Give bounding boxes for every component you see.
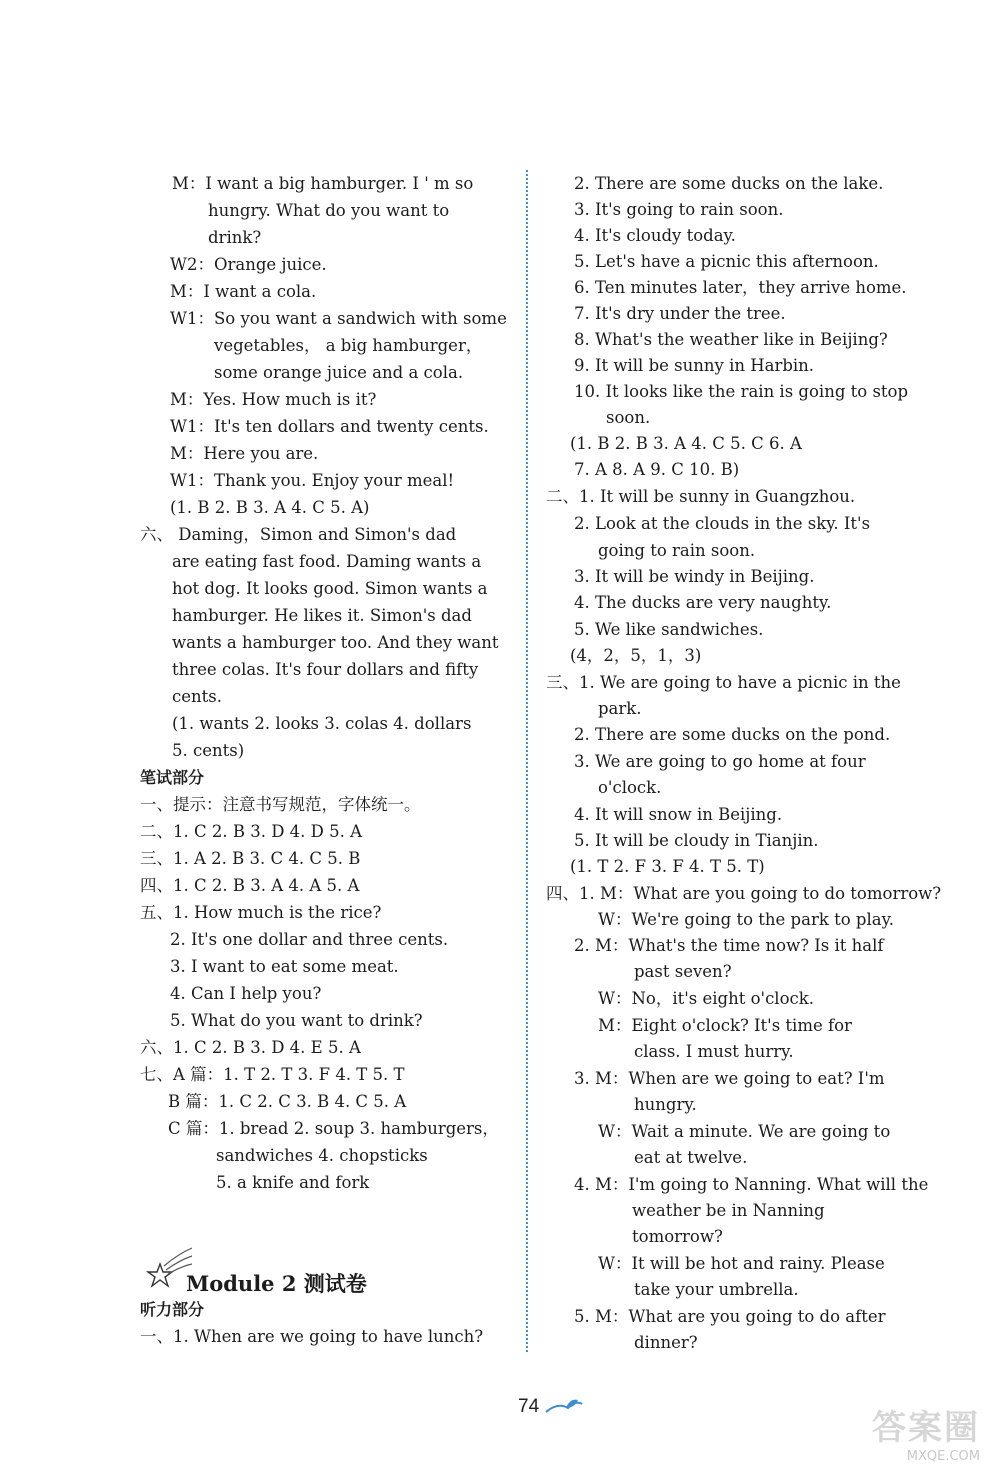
answer-line: 一、1. When are we going to have lunch? xyxy=(140,1327,484,1346)
answer-line: (1. T 2. F 3. F 4. T 5. T) xyxy=(570,857,765,876)
answer-line: sandwiches 4. chopsticks xyxy=(216,1146,428,1165)
answer-line: 一、提示：注意书写规范，字体统一。 xyxy=(140,795,421,814)
answer-line: 2. There are some ducks on the pond. xyxy=(574,725,891,744)
answer-line: W1：Thank you. Enjoy your meal! xyxy=(170,471,455,490)
answer-line: W：No，it's eight o'clock. xyxy=(598,989,814,1008)
module-2-heading xyxy=(146,1244,386,1294)
answer-line: 6. Ten minutes later，they arrive home. xyxy=(574,278,907,297)
answer-line: 三、1. A 2. B 3. C 4. C 5. B xyxy=(140,849,361,868)
answer-line: 六、 Daming，Simon and Simon's dad xyxy=(140,525,457,544)
answer-line: 七、A 篇：1. T 2. T 3. F 4. T 5. T xyxy=(140,1065,405,1084)
answer-line: M：Eight o'clock? It's time for xyxy=(598,1016,852,1035)
answer-line: M：I want a big hamburger. I ' m so xyxy=(172,174,474,193)
answer-line: wants a hamburger too. And they want xyxy=(172,633,499,652)
answer-line: 4. The ducks are very naughty. xyxy=(574,593,832,612)
answer-line: 五、1. How much is the rice? xyxy=(140,903,382,922)
watermark-url: MXQE.COM xyxy=(906,1449,980,1464)
answer-line: W2：Orange juice. xyxy=(170,255,327,274)
answer-line: are eating fast food. Daming wants a xyxy=(172,552,482,571)
answer-line: 7. It's dry under the tree. xyxy=(574,304,786,323)
answer-line: 5. a knife and fork xyxy=(216,1173,370,1192)
answer-line: drink? xyxy=(208,228,262,247)
answer-line: 3. I want to eat some meat. xyxy=(170,957,399,976)
answer-line: hungry. What do you want to xyxy=(208,201,450,220)
answer-line: W：We're going to the park to play. xyxy=(598,910,894,929)
answer-line: 3. M：When are we going to eat? I'm xyxy=(574,1069,885,1088)
answer-line: (1. wants 2. looks 3. colas 4. dollars xyxy=(172,714,472,733)
answer-line: 5. Let's have a picnic this afternoon. xyxy=(574,252,879,271)
answer-line: (1. B 2. B 3. A 4. C 5. A) xyxy=(170,498,370,517)
answer-line: tomorrow? xyxy=(632,1227,723,1246)
answer-line: 8. What's the weather like in Beijing? xyxy=(574,330,888,349)
leaf-ornament-icon xyxy=(544,1396,584,1418)
answer-line: 3. It's going to rain soon. xyxy=(574,200,784,219)
answer-line: 3. We are going to go home at four xyxy=(574,752,866,771)
answer-line: dinner? xyxy=(634,1333,698,1352)
answer-line: vegetables， a big hamburger， xyxy=(214,336,483,355)
answer-line: 六、1. C 2. B 3. D 4. E 5. A xyxy=(140,1038,361,1057)
answer-line: (4，2，5，1，3) xyxy=(570,646,702,665)
answer-line: C 篇：1. bread 2. soup 3. hamburgers， xyxy=(168,1119,499,1138)
answer-line: 4. It's cloudy today. xyxy=(574,226,736,245)
section-heading: 听力部分 xyxy=(140,1300,205,1319)
answer-line: M：I want a cola. xyxy=(170,282,317,301)
page-number-text: 74 xyxy=(518,1396,540,1418)
answer-line: going to rain soon. xyxy=(598,541,756,560)
answer-line: W：It will be hot and rainy. Please xyxy=(598,1254,885,1273)
watermark xyxy=(872,1400,980,1464)
answer-line: weather be in Nanning xyxy=(632,1201,825,1220)
answer-line: M：Here you are. xyxy=(170,444,319,463)
answer-line: o'clock. xyxy=(598,778,662,797)
answer-line: past seven? xyxy=(634,962,732,981)
answer-line: B 篇：1. C 2. C 3. B 4. C 5. A xyxy=(168,1092,407,1111)
answer-line: 4. It will snow in Beijing. xyxy=(574,805,783,824)
answer-line: 2. Look at the clouds in the sky. It's xyxy=(574,514,871,533)
watermark-logo: 答案圈 xyxy=(872,1408,980,1448)
page-number xyxy=(518,1396,584,1418)
answer-line: 3. It will be windy in Beijing. xyxy=(574,567,815,586)
answer-line: three colas. It's four dollars and fifty xyxy=(172,660,479,679)
answer-line: 4. Can I help you? xyxy=(170,984,322,1003)
column-divider xyxy=(526,170,528,1352)
section-title: Module 2 测试卷 xyxy=(186,1271,367,1296)
answer-line: 2. It's one dollar and three cents. xyxy=(170,930,449,949)
answer-line: M：Yes. How much is it? xyxy=(170,390,377,409)
answer-line: hamburger. He likes it. Simon's dad xyxy=(172,606,472,625)
answer-line: 5. M：What are you going to do after xyxy=(574,1307,886,1326)
section-heading: 笔试部分 xyxy=(140,768,205,787)
answer-line: 四、1. M：What are you going to do tomorrow? xyxy=(546,884,942,903)
answer-line: 2. M：What's the time now? Is it half xyxy=(574,936,884,955)
answer-line: 四、1. C 2. B 3. A 4. A 5. A xyxy=(140,876,360,895)
answer-line: hungry. xyxy=(634,1095,697,1114)
answer-line: 二、1. It will be sunny in Guangzhou. xyxy=(546,487,856,506)
answer-line: 5. What do you want to drink? xyxy=(170,1011,423,1030)
answer-line: hot dog. It looks good. Simon wants a xyxy=(172,579,488,598)
answer-line: W1：So you want a sandwich with some xyxy=(170,309,507,328)
answer-line: class. I must hurry. xyxy=(634,1042,794,1061)
answer-line: park. xyxy=(598,699,642,718)
answer-line: soon. xyxy=(606,408,651,427)
answer-line: (1. B 2. B 3. A 4. C 5. C 6. A xyxy=(570,434,802,453)
answer-line: 2. There are some ducks on the lake. xyxy=(574,174,884,193)
answer-line: 5. We like sandwiches. xyxy=(574,620,764,639)
answer-line: eat at twelve. xyxy=(634,1148,748,1167)
answer-line: 4. M：I'm going to Nanning. What will the xyxy=(574,1175,929,1194)
answer-line: 三、1. We are going to have a picnic in the xyxy=(546,673,901,692)
answer-line: 10. It looks like the rain is going to stop xyxy=(574,382,909,401)
answer-line: some orange juice and a cola. xyxy=(214,363,464,382)
answer-line: W1：It's ten dollars and twenty cents. xyxy=(170,417,489,436)
answer-line: W：Wait a minute. We are going to xyxy=(598,1122,891,1141)
answer-line: take your umbrella. xyxy=(634,1280,799,1299)
answer-line: 5. It will be cloudy in Tianjin. xyxy=(574,831,819,850)
answer-line: 7. A 8. A 9. C 10. B) xyxy=(574,460,740,479)
answer-line: 5. cents) xyxy=(172,741,245,760)
answer-line: 二、1. C 2. B 3. D 4. D 5. A xyxy=(140,822,363,841)
answer-line: cents. xyxy=(172,687,222,706)
answer-line: 9. It will be sunny in Harbin. xyxy=(574,356,815,375)
